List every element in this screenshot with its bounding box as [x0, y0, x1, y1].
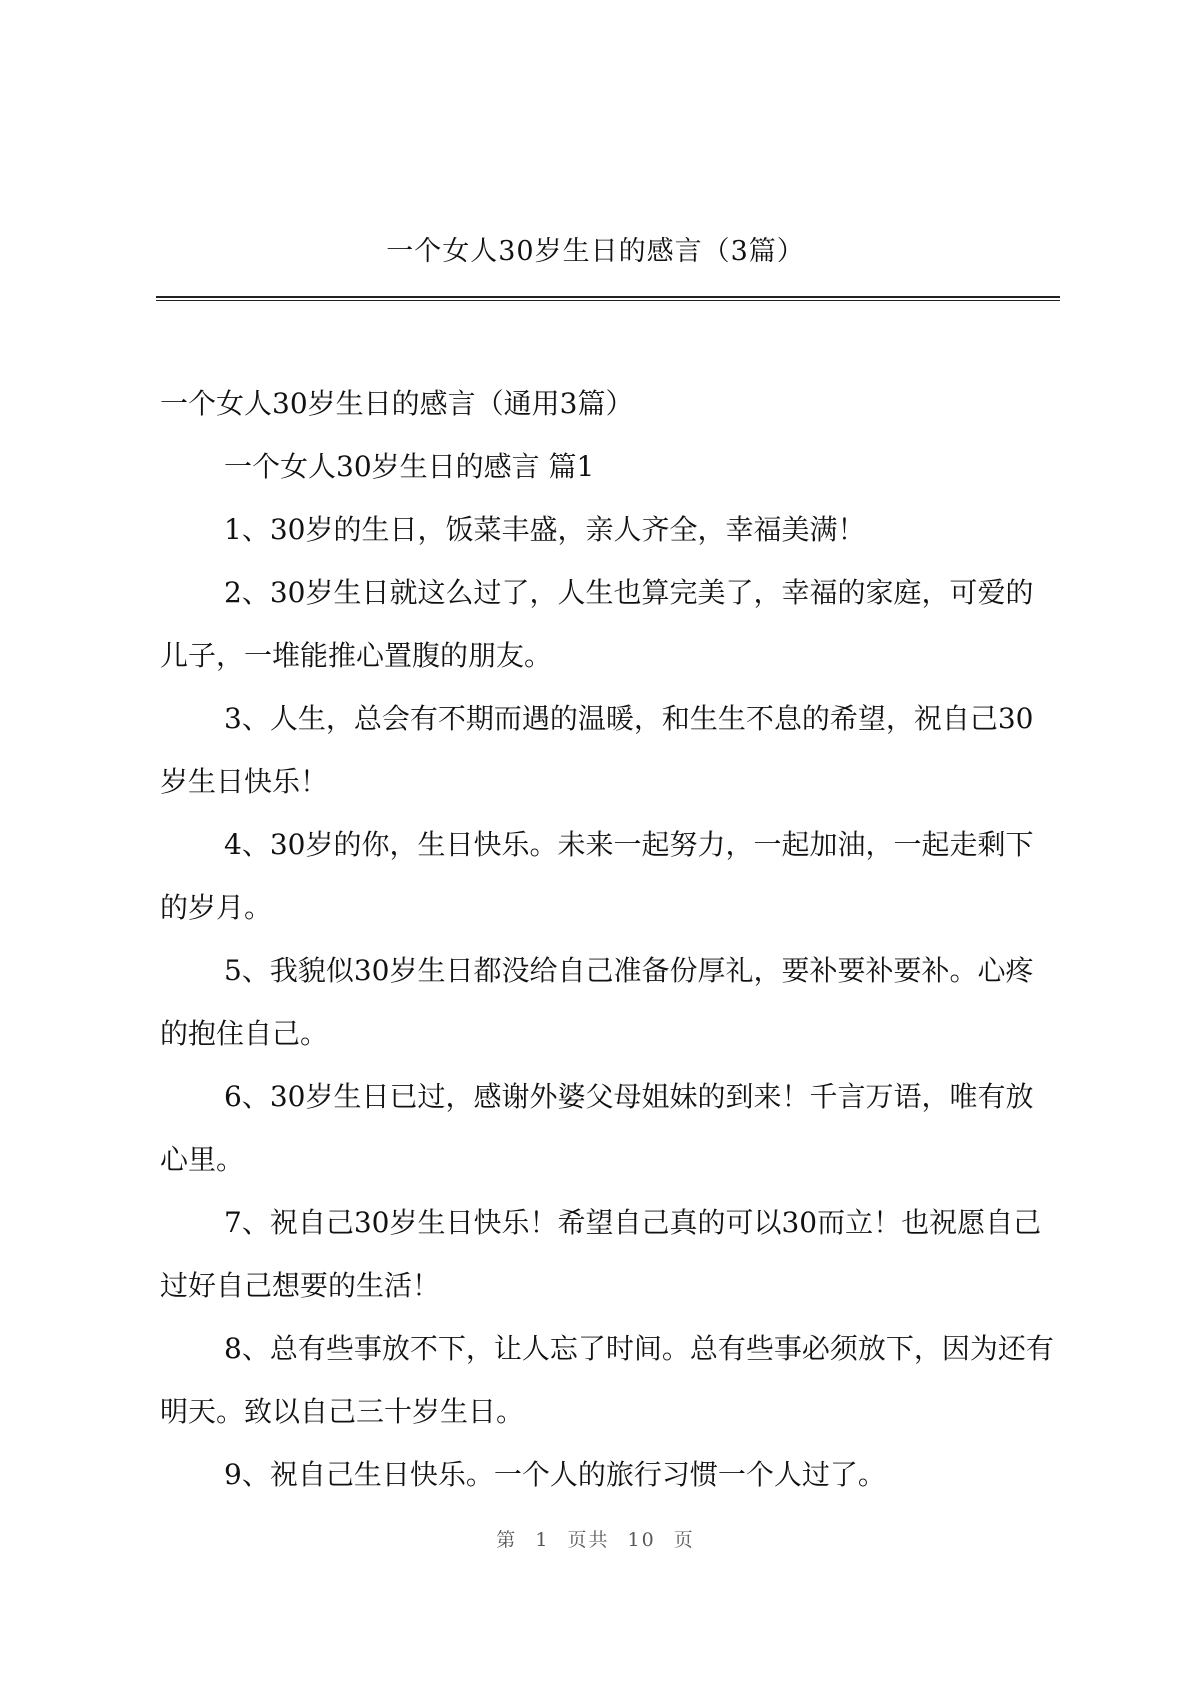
header-divider: [156, 296, 1060, 301]
running-header-title: 一个女人30岁生日的感言（3篇）: [386, 236, 805, 267]
section-title: 一个女人30岁生日的感言 篇1: [224, 450, 595, 483]
list-item: 5、我貌似30岁生日都没给自己准备份厚礼，要补要补要补。心疼的抱住自己。: [160, 954, 1034, 1050]
list-item: 9、祝自己生日快乐。一个人的旅行习惯一个人过了。: [224, 1458, 886, 1491]
list-item: 2、30岁生日就这么过了，人生也算完美了，幸福的家庭，可爱的儿子，一堆能推心置腹的朋友。: [160, 576, 1034, 672]
list-item: 3、人生，总会有不期而遇的温暖，和生生不息的希望，祝自己30岁生日快乐！: [160, 702, 1034, 798]
page-number-footer: 第 1 页共 10 页: [496, 1529, 695, 1551]
document-title: 一个女人30岁生日的感言（通用3篇）: [160, 387, 634, 420]
list-item: 7、祝自己30岁生日快乐！希望自己真的可以30而立！也祝愿自己过好自己想要的生活！: [160, 1206, 1042, 1302]
document-body: [160, 372, 1058, 1506]
list-item: 4、30岁的你，生日快乐。未来一起努力，一起加油，一起走剩下的岁月。: [160, 828, 1034, 924]
list-item: 8、总有些事放不下，让人忘了时间。总有些事必须放下，因为还有明天。致以自己三十岁生日。: [160, 1332, 1054, 1428]
list-item: 6、30岁生日已过，感谢外婆父母姐妹的到来！千言万语，唯有放心里。: [160, 1080, 1034, 1176]
list-item: 1、30岁的生日，饭菜丰盛，亲人齐全，幸福美满！: [224, 513, 866, 546]
